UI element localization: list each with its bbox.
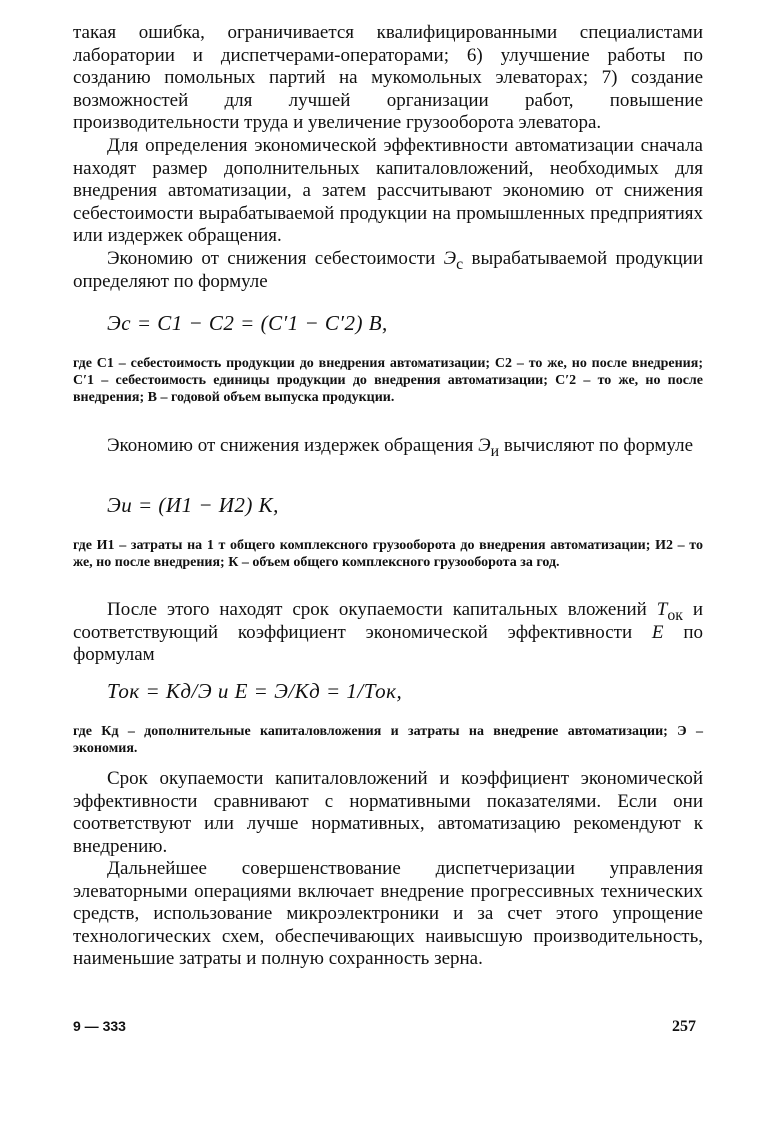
paragraph-7 (73, 858, 703, 971)
note-1 (73, 355, 703, 406)
paragraph-4-text-b: вычисляют по формуле (499, 435, 694, 456)
formula-2-text: Эи = (И1 − И2) К, (107, 493, 279, 517)
paragraph-3-text-b: вырабатываемой продукции определяют по формуле (73, 248, 703, 292)
paragraph-6-text: Срок окупаемости капиталовложений и коэффициент экономической эффективности сравнивают с нормативными показателями. Если они соответствуют или лучше нормативных, автоматизацию рекомендуют к внедрению. (73, 768, 703, 857)
paragraph-1-text: такая ошибка, ограничивается квалифицированными специалистами лаборатории и диспетчерами-операторами; 6) улучшение работы по созданию помольных партий на мукомольных элеваторах; 7) создание возможностей для лучшей организации работ, повышение производительности труда и увеличение грузооборота элеватора. (73, 22, 703, 133)
paragraph-5-text-b: и соответствующий коэффициент экономической эффективности (73, 599, 703, 643)
note-2-text: где И1 – затраты на 1 т общего комплексного грузооборота до внедрения автоматизации; И2 – то же, но после внедрения; К – объем общего комплексного грузооборота за год. (73, 538, 703, 570)
paragraph-5-text-c: по формулам (73, 621, 704, 665)
note-3-text: где Кд – дополнительные капиталовложения и затраты на внедрение автоматизации; Э – экономия. (73, 724, 703, 756)
symbol-efficiency: Е (651, 621, 664, 643)
symbol-payback: Т (656, 599, 668, 620)
paragraph-7-text: Дальнейшее совершенствование диспетчеризации управления элеваторными операциями включает внедрение прогрессивных технических средств, использование микроэлектроники и за счет этого упрощение технологических схем, обеспечивающих наивысшую производительность, наименьшие затраты и полную сохранность зерна. (73, 858, 703, 969)
page-number: 257 (672, 1018, 696, 1035)
paragraph-5 (73, 599, 703, 667)
formula-1-text: Эс = С1 − С2 = (С′1 − С′2) В, (107, 311, 388, 335)
formula-payback (107, 680, 402, 703)
formula-circulation-savings (107, 494, 279, 517)
note-2 (73, 537, 703, 571)
symbol-economy-sub: с (456, 255, 464, 273)
paragraph-3 (73, 248, 703, 293)
formula-cost-savings (107, 312, 388, 335)
paragraph-5-text-a: После этого находят срок окупаемости капитальных вложений (107, 599, 657, 620)
note-3 (73, 723, 703, 757)
paragraph-6 (73, 768, 703, 858)
note-1-text: где С1 – себестоимость продукции до внедрения автоматизации; С2 – то же, но после внедрения; С′1 – себестоимость единицы продукции до внедрения автоматизации; С′2 – то же, но после внедрения; В – годовой объем выпуска продукции. (73, 356, 703, 405)
paragraph-3-text-a: Экономию от снижения себестоимости (107, 248, 444, 269)
paragraph-2 (73, 135, 703, 248)
symbol-economy: Э (443, 248, 457, 269)
symbol-economy-i: Э (478, 435, 491, 456)
paragraph-4-text-a: Экономию от снижения издержек обращения (107, 435, 479, 456)
formula-3-text: Ток = Кд/Э и Е = Э/Кд = 1/Ток, (107, 679, 403, 703)
paragraph-2-text: Для определения экономической эффективности автоматизации сначала находят размер дополнительных капиталовложений, необходимых для внедрения автоматизации, а затем рассчитывают экономию от снижения себестоимости вырабатываемой продукции на промышленных предприятиях или издержек обращения. (73, 135, 703, 246)
paragraph-1 (73, 22, 703, 135)
paragraph-4 (73, 435, 703, 458)
signature-mark: 9 — 333 (73, 1018, 126, 1034)
symbol-economy-i-sub: и (490, 442, 500, 460)
symbol-payback-sub: ок (667, 606, 683, 624)
